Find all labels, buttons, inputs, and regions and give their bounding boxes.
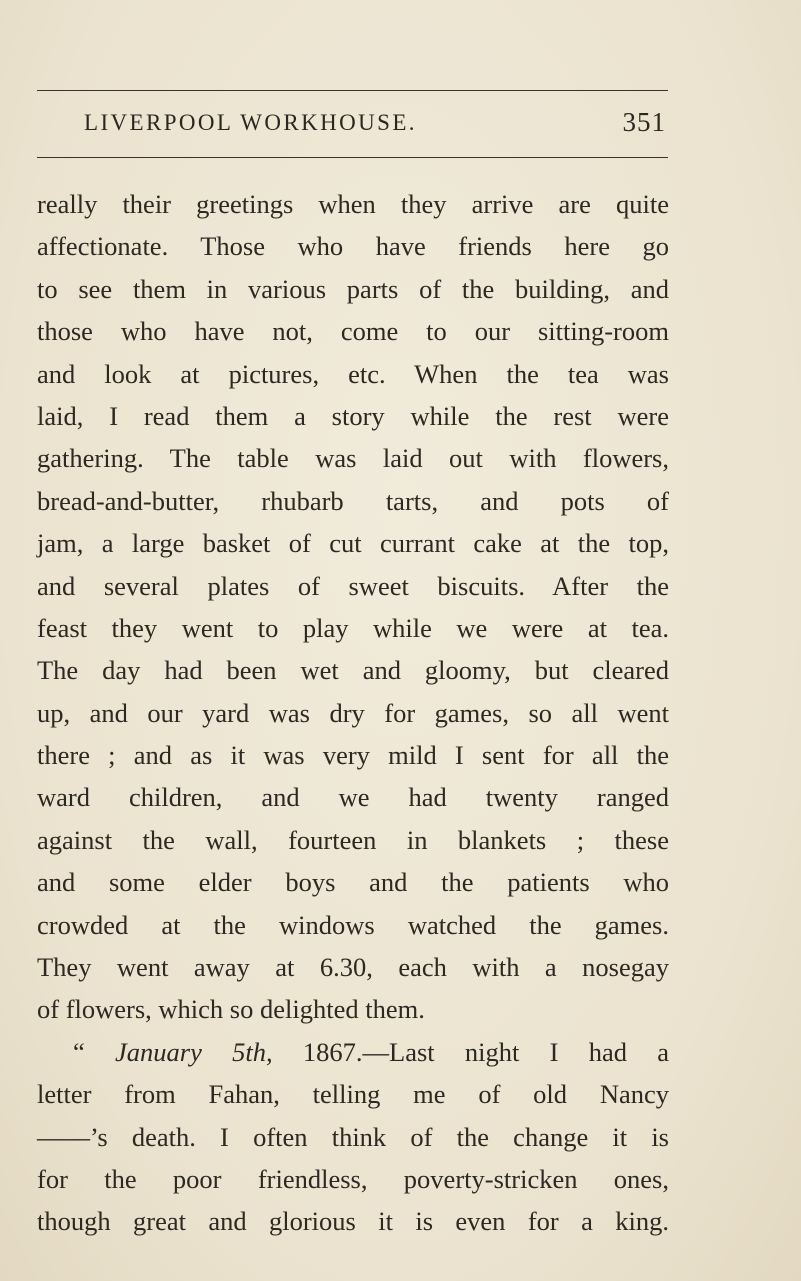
body-text <box>37 183 669 1243</box>
journal-entry-date-line <box>37 1031 669 1073</box>
text-line: up, and our yard was dry for games, so all went <box>37 697 669 728</box>
text-line: letter from Fahan, telling me of old Nancy <box>37 1079 669 1110</box>
entry-date-month: January <box>115 1036 202 1067</box>
text-line: affectionate. Those who have friends here go <box>37 231 669 262</box>
text-line: The day had been wet and gloomy, but cleared <box>37 655 669 686</box>
text-line: feast they went to play while we were at tea. <box>37 612 669 643</box>
open-quote: “ <box>73 1036 85 1067</box>
page-number: 351 <box>622 107 666 137</box>
text-line: against the wall, fourteen in blankets ; these <box>37 824 669 855</box>
entry-date-rest: 1867.—Last night I had a <box>302 1036 670 1067</box>
entry-date-day: 5th, <box>232 1036 273 1067</box>
header-rule-bottom <box>37 157 668 158</box>
text-line: ——’s death. I often think of the change it is <box>37 1121 669 1152</box>
text-line: and several plates of sweet biscuits. After the <box>37 570 669 601</box>
text-line: ward children, and we had twenty ranged <box>37 782 669 813</box>
paragraph-end-line: of flowers, which so delighted them. <box>37 994 425 1025</box>
text-line: and look at pictures, etc. When the tea was <box>37 358 669 389</box>
running-head-title: LIVERPOOL WORKHOUSE. <box>84 110 417 135</box>
text-line: for the poor friendless, poverty-stricken ones, <box>37 1163 669 1194</box>
text-line: though great and glorious it is even for a king. <box>37 1206 669 1237</box>
text-line: and some elder boys and the patients who <box>37 867 669 898</box>
running-head <box>37 104 668 144</box>
text-line: there ; and as it was very mild I sent for all the <box>37 740 669 771</box>
text-line: those who have not, come to our sitting-room <box>37 316 669 347</box>
text-line: really their greetings when they arrive are quite <box>37 189 669 219</box>
text-line: bread-and-butter, rhubarb tarts, and pots of <box>37 485 669 516</box>
text-line: gathering. The table was laid out with flowers, <box>37 443 669 474</box>
text-line: to see them in various parts of the building, and <box>37 273 669 304</box>
text-line: jam, a large basket of cut currant cake at the top, <box>37 528 669 559</box>
text-line: crowded at the windows watched the games. <box>37 909 669 940</box>
text-line: laid, I read them a story while the rest were <box>37 400 669 431</box>
header-rule-top <box>37 90 668 91</box>
text-line: They went away at 6.30, each with a nosegay <box>37 952 669 983</box>
